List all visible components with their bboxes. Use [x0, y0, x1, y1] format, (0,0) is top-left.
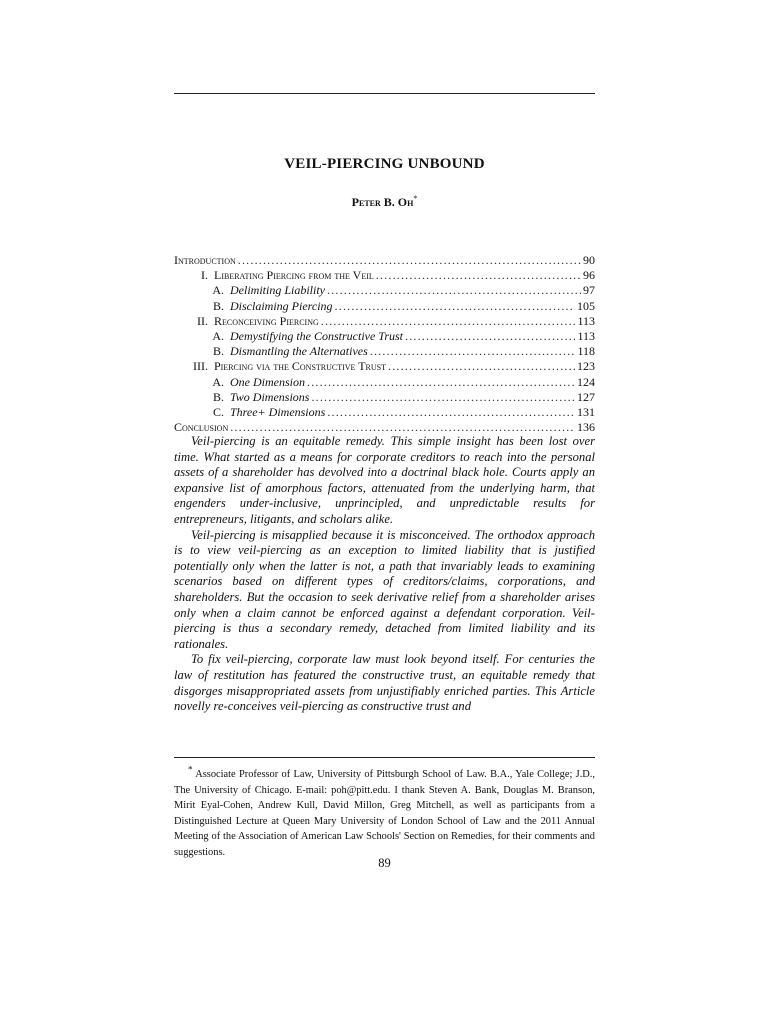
toc-leader-dots: [311, 390, 575, 405]
toc-entry-page: 131: [577, 404, 595, 419]
toc-entry[interactable]: [174, 314, 595, 329]
toc-leader-dots: [335, 299, 575, 314]
header-rule: [174, 93, 595, 94]
footnote-text: Associate Professor of Law, University of Pittsburgh School of Law. B.A., Yale College; J.D., The University of Chicago. E-mail: poh@pitt.edu. I thank Steven A. Bank, Douglas M. Branson, Mirit Eyal-Cohen, Andrew Kull, David Millon, Greg Mitchell, as well as participants from a Distinguished Lecture at Queen Mary University of London School of Law and the 2011 Annual Meeting of the Association of American Law Schools' Section on Remedies, for their comments and suggestions.: [174, 769, 595, 858]
article-title: VEIL-PIERCING UNBOUND: [284, 156, 485, 172]
toc-entry-page: 123: [577, 359, 595, 374]
toc-leader-dots: [370, 344, 576, 359]
toc-entry[interactable]: [174, 375, 595, 390]
toc-entry-number: III.: [193, 359, 208, 374]
table-of-contents: [174, 253, 595, 435]
toc-entry[interactable]: [174, 299, 595, 314]
toc-leader-dots: [405, 329, 575, 344]
toc-entry-label: One Dimension: [230, 374, 305, 389]
toc-entry-number: B.: [212, 389, 224, 404]
toc-entry-page: 127: [577, 389, 595, 404]
abstract-body: [174, 434, 595, 715]
author-line: [174, 194, 595, 210]
toc-entry-page: 90: [583, 253, 595, 267]
toc-leader-dots: [327, 405, 575, 420]
toc-entry-number: A.: [212, 283, 224, 298]
toc-entry-number: A.: [212, 374, 224, 389]
abstract-paragraph: Veil-piercing is misapplied because it is misconceived. The orthodox approach is to view veil-piercing as an exception to limited liability that is justified potentially only when the latter is not, a path that invariably leads to examining scenarios based on different types of creditors/claims, corporations, and shareholders. But the occasion to seek derivative relief from a shareholder arises only when a claim cannot be enforced against a defendant corporation. Veil-piercing is thus a secondary remedy, detached from limited liability and its rationales.: [174, 527, 595, 651]
toc-leader-dots: [388, 359, 575, 374]
toc-entry[interactable]: [174, 283, 595, 298]
toc-entry-number: B.: [212, 298, 224, 313]
toc-entry[interactable]: [174, 329, 595, 344]
footnote-rule: [174, 757, 595, 758]
toc-entry-label: Two Dimensions: [230, 389, 310, 404]
toc-entry[interactable]: [174, 390, 595, 405]
toc-entry-label: Conclusion: [174, 420, 229, 435]
toc-leader-dots: [307, 375, 575, 390]
toc-entry-number: I.: [201, 268, 208, 283]
toc-entry-label: Demystifying the Constructive Trust: [230, 328, 403, 343]
author-name: Peter B. Oh: [351, 194, 414, 209]
toc-leader-dots: [327, 283, 581, 298]
footnote-mark: *: [188, 764, 193, 775]
toc-entry-label: Delimiting Liability: [230, 283, 325, 298]
toc-leader-dots: [238, 253, 581, 268]
toc-entry[interactable]: [174, 359, 595, 374]
toc-entry[interactable]: [174, 420, 595, 435]
toc-leader-dots: [376, 268, 581, 283]
toc-entry-page: 96: [583, 268, 595, 283]
toc-entry-page: 113: [577, 313, 595, 328]
toc-entry-label: Introduction: [174, 253, 236, 267]
toc-entry[interactable]: [174, 405, 595, 420]
toc-entry-page: 105: [577, 298, 595, 313]
toc-entry[interactable]: [174, 253, 595, 268]
toc-leader-dots: [230, 420, 575, 435]
toc-entry-number: B.: [212, 344, 224, 359]
toc-entry-page: 118: [577, 344, 595, 359]
toc-entry-label: Piercing via the Constructive Trust: [214, 359, 387, 374]
toc-entry-label: Three+ Dimensions: [230, 404, 326, 419]
toc-entry-page: 124: [577, 374, 595, 389]
author-footnote-mark[interactable]: *: [413, 194, 418, 203]
toc-entry-number: C.: [212, 404, 224, 419]
abstract-paragraph: Veil-piercing is an equitable remedy. This simple insight has been lost over time. What started as a means for corporate creditors to reach into the personal assets of a shareholder has devolved into a doctrinal black hole. Courts apply an expansive list of amorphous factors, attenuated from the underlying harm, that engenders under-inclusive, unprincipled, and unpredictable results for entrepreneurs, litigants, and scholars alike.: [174, 434, 595, 526]
toc-entry-page: 113: [577, 328, 595, 343]
toc-entry-page: 97: [583, 283, 595, 298]
toc-leader-dots: [321, 314, 576, 329]
toc-entry-number: II.: [197, 313, 208, 328]
toc-entry[interactable]: [174, 268, 595, 283]
toc-entry-label: Disclaiming Piercing: [230, 298, 333, 313]
page-number: 89: [378, 856, 391, 870]
toc-entry-page: 136: [577, 420, 595, 435]
toc-entry-label: Dismantling the Alternatives: [230, 344, 368, 359]
abstract-paragraph: To fix veil-piercing, corporate law must look beyond itself. For centuries the law of restitution has featured the constructive trust, an equitable remedy that disgorges misappropriated assets from unjustifiably enriched parties. This Article novelly re-conceives veil-piercing as constructive trust and: [174, 652, 595, 714]
toc-entry[interactable]: [174, 344, 595, 359]
footnote: [174, 764, 595, 861]
toc-entry-label: Reconceiving Piercing: [214, 313, 319, 328]
toc-entry-number: A.: [212, 328, 224, 343]
toc-entry-label: Liberating Piercing from the Veil: [214, 268, 374, 283]
